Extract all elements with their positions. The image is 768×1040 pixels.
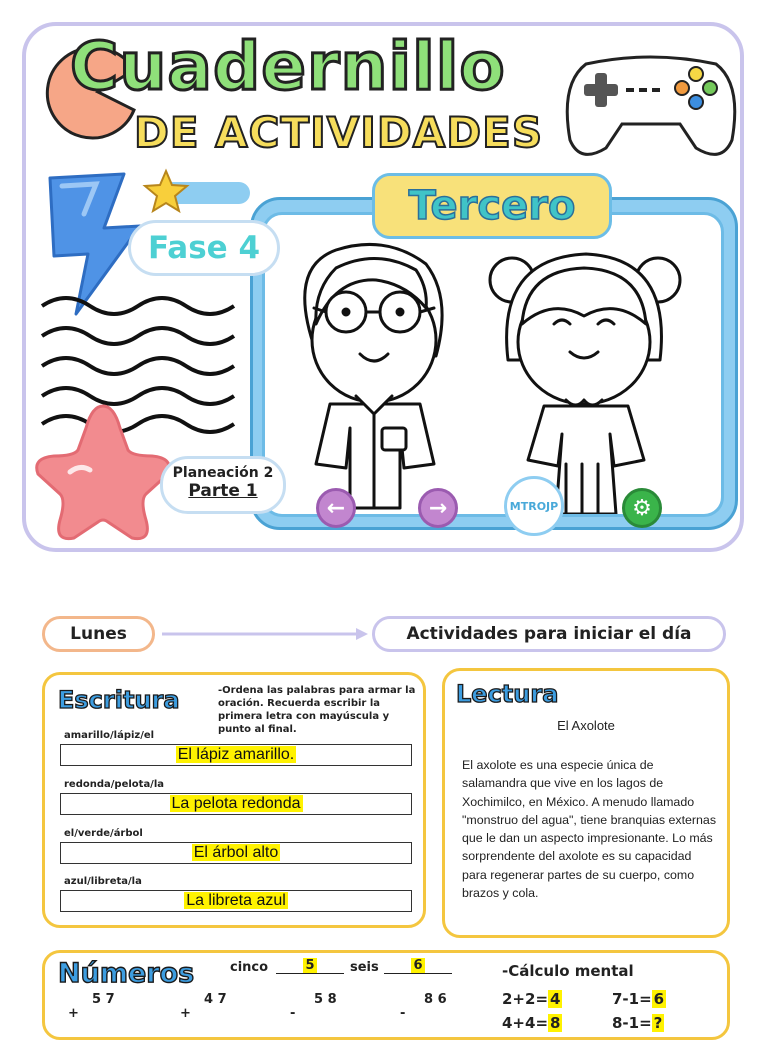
gamepad-icon (556, 44, 744, 172)
day-pill (42, 616, 155, 652)
operation-sign: + (180, 1006, 191, 1021)
calc-answer: 8 (550, 1014, 561, 1032)
lectura-title: Lectura (456, 680, 559, 708)
phase-pill (128, 220, 280, 276)
part-label: Parte 1 (188, 481, 258, 501)
activities-pill (372, 616, 726, 652)
calc-answer: 6 (653, 990, 665, 1008)
star-icon (142, 168, 190, 214)
children-illustration (276, 228, 706, 514)
arrow-left-icon: ← (326, 495, 346, 521)
answer-field[interactable] (60, 744, 412, 766)
lectura-subtitle: El Axolote (557, 718, 615, 733)
numeros-title: Números (58, 958, 195, 989)
number-answer: 6 (413, 958, 423, 973)
word-hint: el/verde/árbol (64, 828, 143, 839)
word-hint: amarillo/lápiz/el (64, 730, 155, 741)
calc-title: -Cálculo mental (502, 962, 634, 980)
word-hint: redonda/pelota/la (64, 779, 165, 790)
operation-sign: + (68, 1006, 79, 1021)
number-word: cinco (230, 960, 269, 975)
prev-button[interactable] (316, 488, 356, 528)
answer-field[interactable] (60, 842, 412, 864)
arrow-right-icon: → (428, 495, 448, 521)
calc-expression: 7-1= (612, 990, 652, 1008)
operation-top: 5 7 (92, 992, 115, 1007)
plan-pill (160, 456, 286, 514)
cover-title: Cuadernillo (70, 28, 506, 105)
settings-button[interactable] (622, 488, 662, 528)
escritura-title: Escritura (58, 686, 180, 714)
answer-field[interactable] (60, 793, 412, 815)
phase-label: Fase 4 (147, 230, 261, 266)
answer-text: La pelota redonda (171, 795, 301, 812)
operation-sign: - (290, 1006, 296, 1021)
arrow-right-icon (160, 626, 370, 642)
number-word: seis (350, 960, 379, 975)
lectura-body: El axolote es una especie única de salamandra que vive en los lagos de Xochimilco, en México. A menudo llamado "monstruo del agua", tiene branquias externas que le dan un aspecto impresionante. Lo más sorprendente del axolote es su capacidad para regenerar partes de su cuerpo, como brazos y cola. (462, 758, 717, 901)
answer-text: El árbol alto (193, 844, 279, 861)
logo-text: MTROJP (509, 499, 559, 513)
logo-badge (504, 476, 564, 536)
number-answer-field[interactable] (276, 958, 344, 974)
operation-top: 8 6 (424, 992, 447, 1007)
operation-top: 5 8 (314, 992, 337, 1007)
word-hint: azul/libreta/la (64, 876, 142, 887)
plan-label: Planeación 2 (172, 465, 274, 481)
answer-text: La libreta azul (186, 892, 286, 909)
operation-sign: - (400, 1006, 406, 1021)
escritura-instructions: -Ordena las palabras para armar la oración. Recuerda escribir la primera letra con mayúscula y punto al final. (218, 685, 416, 735)
gear-icon: ⚙ (632, 495, 652, 521)
calc-answer: ? (653, 1014, 663, 1032)
answer-text: El lápiz amarillo. (177, 746, 295, 763)
pink-star-icon (28, 398, 178, 548)
calc-expression: 8-1= (612, 1014, 652, 1032)
cover-subtitle: DE ACTIVIDADES (134, 108, 544, 157)
calc-expression: 4+4= (502, 1014, 549, 1032)
calc-expression: 2+2= (502, 990, 549, 1008)
number-answer-field[interactable] (384, 958, 452, 974)
activities-label: Actividades para iniciar el día (406, 624, 692, 644)
day-label: Lunes (70, 624, 127, 644)
next-button[interactable] (418, 488, 458, 528)
answer-field[interactable] (60, 890, 412, 912)
grade-label: Tercero (408, 183, 576, 229)
operation-top: 4 7 (204, 992, 227, 1007)
number-answer: 5 (305, 958, 315, 973)
grade-tab (372, 173, 612, 239)
calc-answer: 4 (550, 990, 561, 1008)
